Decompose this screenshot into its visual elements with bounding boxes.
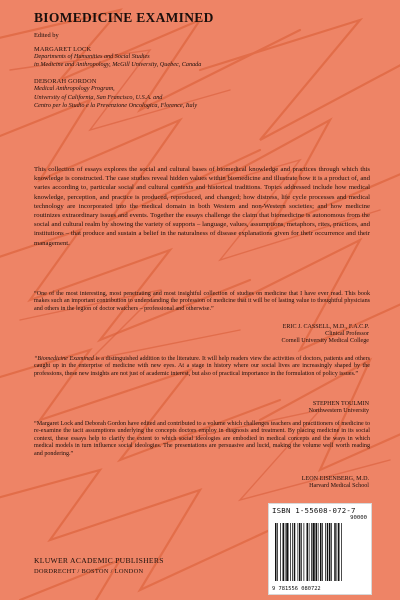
barcode-digits: 9 781556 080722 [272, 586, 321, 592]
editor-affiliation-line: Departments of Humanities and Social Studies [34, 53, 150, 60]
quote-text: is a distinguished addition to the literature. It will help readers view the activities of doctors, patients and others caught up in the enterprise of medicine with new eyes. At a stage in history where our social lives are increasingly shaped by the professions, these new insights are not just of academic interest, but also of practical importance in the formulation of policy issues.” [34, 356, 370, 377]
editor-affiliation-line: University of California, San Francisco, U.S.A. and [34, 93, 163, 101]
editor-name: DEBORAH GORDON [34, 78, 97, 86]
quote-2-attribution [309, 401, 369, 415]
barcode-image [273, 523, 367, 583]
quote-3-attribution [302, 476, 369, 490]
quote-author: LEON EISENBERG, M.D. [301, 476, 369, 482]
quote-author-line: Harvard Medical School [309, 483, 369, 490]
review-quote-1 [34, 291, 370, 313]
editor-name: MARGARET LOCK [34, 46, 92, 53]
editor-affiliation-line: in Medicine and Anthropology, McGill University, Quebec, Canada [34, 61, 202, 69]
quote-author: ERIC J. CASSELL, M.D., F.A.C.P. [282, 324, 369, 330]
review-quote-3 [34, 421, 370, 458]
review-quote-2 [34, 356, 370, 378]
publisher-name: KLUWER ACADEMIC PUBLISHERS [34, 556, 164, 565]
quote-author-line: Clinical Professor [325, 331, 369, 338]
edited-by-label: Edited by [34, 32, 59, 39]
quote-lead-title: “Biomedicine Examined [34, 356, 94, 362]
book-title: BIOMEDICINE EXAMINED [34, 10, 214, 25]
publisher-cities: DORDRECHT / BOSTON / LONDON [34, 568, 144, 575]
isbn-barcode-box [268, 503, 372, 595]
editor-2 [34, 78, 201, 110]
quote-text: “Margaret Lock and Deborah Gordon have edited and contributed to a volume which challenges teachers and practitioners of medicine to re-examine the tacit assumptions underlying the concepts doctors employ in diagnosis and treatment. By placing medicine in its social context, these essays help to clarify the extent to which social ideologies are embodied in medical concepts and the ways in which medical models in turn influence social ideologies. The presentations are persuasive and lucid, making the volume well worth reading and pondering.” [34, 421, 370, 457]
editor-1 [34, 46, 201, 69]
quote-text: “One of the most interesting, most penetrating and most insightful collection of studies on medicine that I have ever read. This book makes such an important contribution to understanding the profession of medicine that it will be of lasting value to thoughtful physicians and others in the legion of doctor watchers – professional and otherwise.” [34, 291, 370, 312]
editor-affiliation-line: Medical Anthropology Program, [34, 85, 115, 93]
editors-block [34, 32, 201, 110]
editor-affiliation-line: Centro per lo Studio e la Prevenzione Oncologica, Florence, Italy [34, 101, 198, 109]
quote-1-attribution [282, 324, 370, 346]
quote-author: STEPHEN TOULMIN [312, 401, 369, 407]
barcode-price-code: 90000 [350, 515, 367, 521]
isbn-label: ISBN 1-55608-072-7 [272, 506, 356, 515]
quote-author-line: Cornell University Medical College [281, 338, 369, 345]
book-description: This collection of essays explores the social and cultural bases of biomedical knowledge and practices through which this knowledge is constructed. The case studies reveal hidden values within biomedicine and illustrate how it is a product of, and varies according to, particular social and cultural contexts and historical traditions. Topics addressed include how medical knowledge, perception, and practice is produced, reproduced, and changed; how distress, life cycle processes and medical technology are incorporated into the medical domain in both Western and non-Western societies; and how medicine routinizes extraordinary issues and events. Together the essays challenge the claim that biomedicine is autonomous from the social and cultural realm by showing the variety of supports – language, values, assumptions, metaphors, rites, practices, and institutions – that produce and sustain a belief in the naturalness of disease explanations given for their occurrence and their management. [34, 166, 370, 247]
quote-author-line: Northwestern University [308, 408, 369, 415]
